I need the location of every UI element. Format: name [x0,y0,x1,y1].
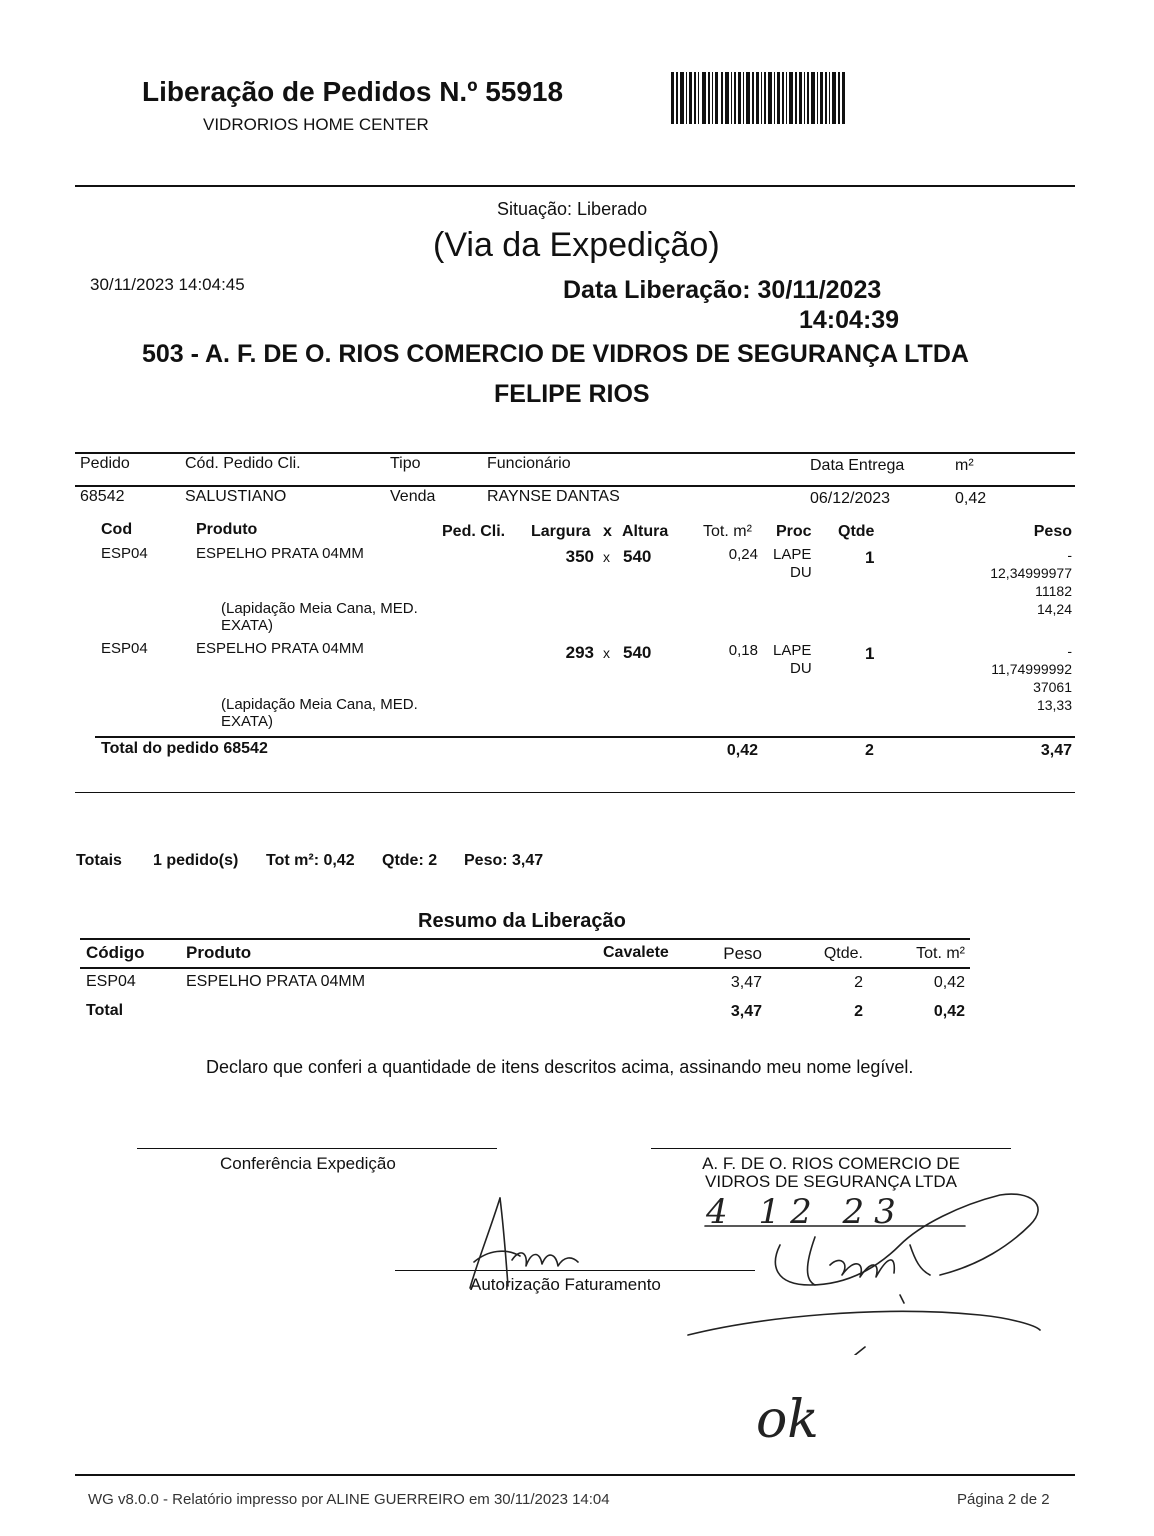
col-pedido-header: Pedido [80,455,130,472]
item-cod: ESP04 [101,545,148,562]
col-data-entrega-header: Data Entrega [810,457,905,474]
order-total-m2: 0,42 [726,742,758,759]
item-obs-line-1: (Lapidação Meia Cana, MED. [221,600,418,617]
resumo-total-tot-m2: 0,42 [933,1003,965,1020]
item-peso-line-3: 11182 [1035,583,1072,599]
resumo-row-codigo: ESP04 [86,973,136,990]
resumo-row-peso: 3,47 [730,974,762,991]
item-proc-line-2: DU [790,660,812,677]
order-table-top-line [75,452,1075,454]
header-divider [75,185,1075,187]
order-table-header-line [75,485,1075,487]
declaration-text: Declaro que conferi a quantidade de itens descritos acima, assinando meu nome legível. [206,1057,914,1077]
totais-pedidos: 1 pedido(s) [153,852,239,869]
order-m2: 0,42 [955,490,987,507]
items-total-line [95,736,1075,738]
data-liberacao: Data Liberação: 30/11/2023 [563,276,882,304]
item-tot-m2: 0,18 [728,642,758,659]
item-peso-line-4: 14,24 [1036,601,1072,617]
item-largura: 350 [565,547,594,566]
item-proc-line-1: LAPE [773,642,812,659]
order-total-peso: 3,47 [1040,742,1072,759]
col-funcionario-header: Funcionário [487,455,571,472]
items-altura-header: Altura [622,523,669,540]
resumo-cavalete-header: Cavalete [603,944,669,961]
totais-label: Totais [76,852,122,869]
order-tipo: Venda [390,488,436,505]
item-obs-line-2: EXATA) [221,713,273,730]
order-pedido: 68542 [80,488,125,505]
via-label: (Via da Expedição) [433,226,720,264]
col-tipo-header: Tipo [390,455,421,472]
signature-label-conferencia: Conferência Expedição [220,1154,396,1173]
item-x: x [603,645,610,661]
item-altura: 540 [623,547,652,566]
order-section-bottom-line [75,792,1075,793]
resumo-row-qtde: 2 [854,974,863,991]
items-peso-header: Peso [1033,523,1072,540]
order-data-entrega: 06/12/2023 [810,490,891,507]
items-proc-header: Proc [776,523,812,540]
item-produto: ESPELHO PRATA 04MM [196,545,364,562]
items-produto-header: Produto [196,521,258,538]
item-obs-line-1: (Lapidação Meia Cana, MED. [221,696,418,713]
resumo-title: Resumo da Liberação [418,910,626,932]
item-altura: 540 [623,643,652,662]
item-peso-line-2: 11,74999992 [991,661,1072,677]
signature-label-company-2: VIDROS DE SEGURANÇA LTDA [705,1172,957,1191]
item-peso-line-3: 37061 [1033,679,1072,695]
client-name: 503 - A. F. DE O. RIOS COMERCIO DE VIDROS DE SEGURANÇA LTDA [142,340,969,368]
order-total-qtde: 2 [865,742,874,759]
item-proc-line-2: DU [790,564,812,581]
print-timestamp: 30/11/2023 14:04:45 [90,275,245,294]
item-qtde: 1 [865,548,875,567]
totais-qtde: Qtde: 2 [382,852,438,869]
client-contact: FELIPE RIOS [494,380,650,408]
resumo-produto-header: Produto [186,943,252,962]
data-liberacao-time: 14:04:39 [799,306,900,334]
resumo-total-peso: 3,47 [730,1003,762,1020]
document-title: Liberação de Pedidos N.º 55918 [142,76,564,107]
order-funcionario: RAYNSE DANTAS [487,488,620,505]
resumo-qtde-header: Qtde. [823,945,863,962]
signature-line-company [651,1148,1011,1149]
items-tot-m2-header: Tot. m² [703,523,752,540]
signature-line-autorizacao [395,1270,755,1271]
totais-tot-m2: Tot m²: 0,42 [266,852,355,869]
resumo-peso-header: Peso [723,944,762,963]
item-produto: ESPELHO PRATA 04MM [196,640,364,657]
situacao-label: Situação: Liberado [497,199,648,219]
totais-peso: Peso: 3,47 [464,852,544,869]
items-largura-header: Largura [531,523,591,540]
items-qtde-header: Qtde [838,523,875,540]
item-peso-line-1: - [1067,547,1072,563]
item-peso-line-2: 12,34999977 [990,565,1072,581]
signature-label-company-1: A. F. DE O. RIOS COMERCIO DE [702,1154,960,1173]
barcode-image [671,72,847,124]
item-cod: ESP04 [101,640,148,657]
item-proc-line-1: LAPE [773,546,812,563]
order-total-label: Total do pedido 68542 [101,740,268,757]
resumo-tot-m2-header: Tot. m² [916,945,965,962]
col-cod-pedido-cli-header: Cód. Pedido Cli. [185,455,301,472]
footer-divider [75,1474,1075,1476]
item-peso-line-1: - [1067,643,1072,659]
item-peso-line-4: 13,33 [1036,697,1072,713]
footer-printed-by: WG v8.0.0 - Relatório impresso por ALINE GUERREIRO em 30/11/2023 14:04 [88,1491,610,1508]
col-m2-header: m² [955,457,974,474]
handwritten-date: 4 12 23 [706,1192,906,1232]
resumo-top-line [80,938,970,940]
item-x: x [603,549,610,565]
resumo-total-qtde: 2 [854,1003,863,1020]
resumo-header-line [80,967,970,969]
item-largura: 293 [565,643,594,662]
signature-line-conferencia [137,1148,497,1149]
handwritten-ok-mark: ok [756,1390,819,1450]
items-x-header: x [603,523,612,540]
item-qtde: 1 [865,644,875,663]
company-name: VIDRORIOS HOME CENTER [203,115,429,134]
item-obs-line-2: EXATA) [221,617,273,634]
items-ped-cli-header: Ped. Cli. [442,523,506,540]
item-tot-m2: 0,24 [728,546,758,563]
resumo-codigo-header: Código [86,943,145,962]
items-cod-header: Cod [101,521,133,538]
order-cod-pedido-cli: SALUSTIANO [185,488,287,505]
resumo-row-tot-m2: 0,42 [933,974,965,991]
footer-page-number: Página 2 de 2 [957,1491,1050,1508]
resumo-row-produto: ESPELHO PRATA 04MM [186,973,366,990]
resumo-total-label: Total [86,1002,124,1019]
signature-label-autorizacao: Autorização Faturamento [470,1275,661,1294]
